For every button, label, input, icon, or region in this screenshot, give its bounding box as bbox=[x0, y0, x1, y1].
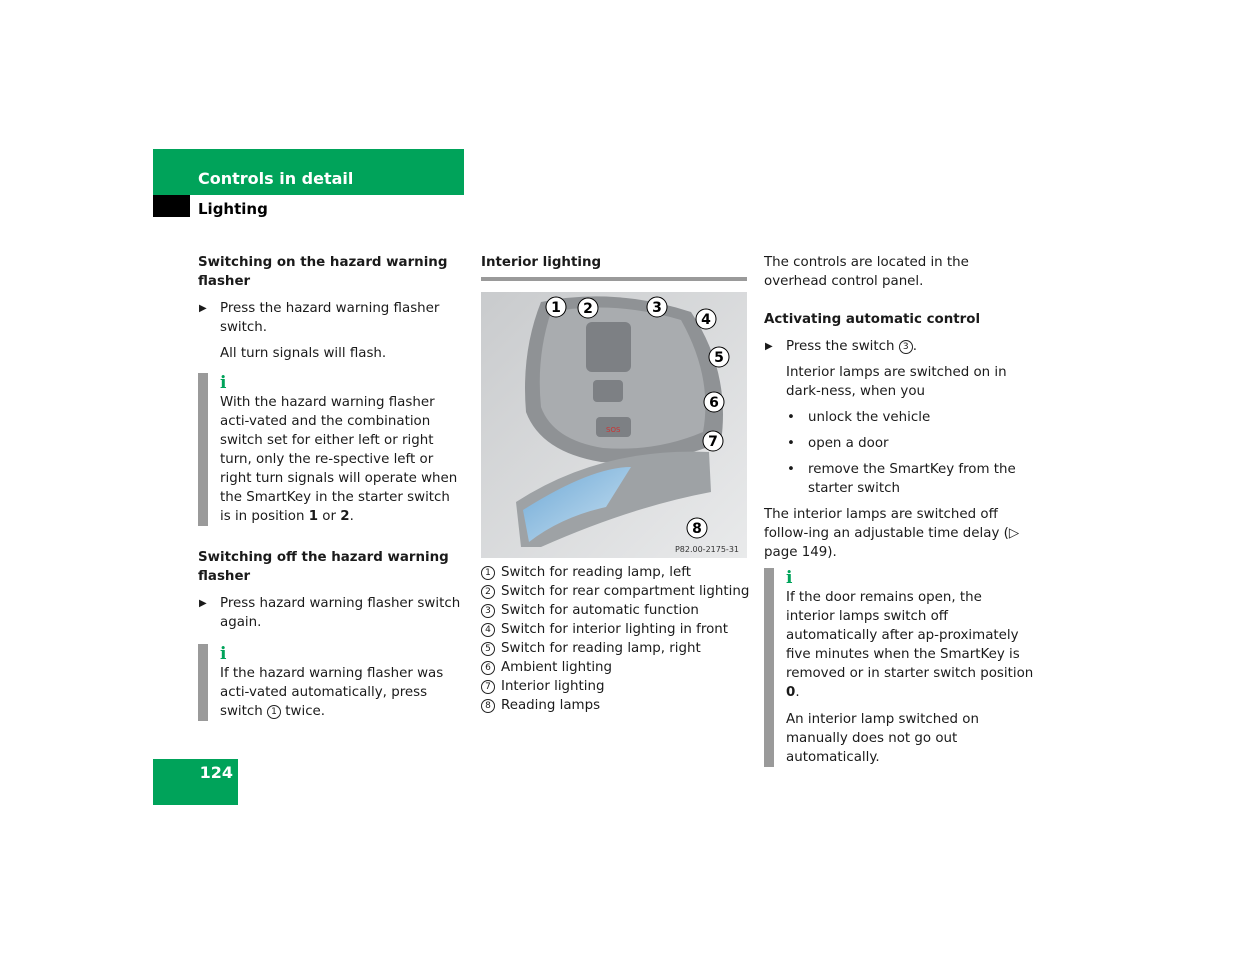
svg-text:4: 4 bbox=[701, 312, 711, 328]
legend-item: 7 Interior lighting bbox=[481, 677, 747, 696]
legend-item: 6 Ambient lighting bbox=[481, 658, 747, 677]
svg-text:SOS: SOS bbox=[606, 426, 621, 434]
legend-item: 1 Switch for reading lamp, left bbox=[481, 563, 747, 582]
info-icon: i bbox=[220, 373, 227, 393]
svg-text:5: 5 bbox=[714, 350, 724, 366]
step-result: Interior lamps are switched on in dark-ness, when you bbox=[786, 365, 1007, 399]
column-right bbox=[764, 253, 1034, 767]
svg-text:7: 7 bbox=[708, 434, 718, 450]
svg-text:6: 6 bbox=[709, 395, 719, 411]
info-text-2: An interior lamp switched on manually does not go out automatically. bbox=[786, 712, 979, 765]
heading-hazard-on: Switching on the hazard warning flasher bbox=[198, 255, 448, 289]
heading-interior-lighting: Interior lighting bbox=[481, 255, 602, 270]
info-box-automatic bbox=[764, 568, 1034, 767]
svg-text:1: 1 bbox=[551, 300, 561, 316]
legend-list bbox=[481, 563, 750, 715]
step-press-switch: ▶ Press the switch 3 . bbox=[765, 339, 918, 354]
overhead-panel-photo bbox=[481, 292, 747, 558]
svg-text:8: 8 bbox=[692, 521, 702, 537]
column-left bbox=[198, 253, 464, 721]
subsection-marker bbox=[153, 195, 190, 217]
step-arrow-icon: ▶ bbox=[765, 341, 773, 352]
info-text: With the hazard warning flasher acti-vated and the combination switch set for either left or right turn, only the re-spective left or right turn signals will operate when the SmartKey in the starter switch is in position 1 or 2. bbox=[220, 395, 458, 524]
info-icon: i bbox=[786, 568, 793, 588]
svg-text:2: 2 bbox=[583, 301, 593, 317]
info-text: If the door remains open, the interior lamps switch off automatically after ap-proximately five minutes when the SmartKey is removed or in starter switch position 0. bbox=[786, 590, 1034, 700]
bullet-item: • open a door bbox=[787, 436, 889, 451]
image-code: P82.00-2175-31 bbox=[674, 545, 739, 554]
bullet-list bbox=[764, 408, 1034, 498]
step-hazard-on: ▶ Press the hazard warning flasher switch. bbox=[199, 301, 440, 335]
column-middle bbox=[481, 253, 750, 715]
subsection-title: Lighting bbox=[198, 200, 268, 218]
delay-text: The interior lamps are switched off follow-ing an adjustable time delay (▷ page 149). bbox=[764, 507, 1020, 560]
page-ref-arrow-icon: ▷ bbox=[1008, 526, 1020, 541]
section-title: Controls in detail bbox=[198, 169, 354, 188]
step-result: All turn signals will flash. bbox=[220, 346, 387, 361]
info-box-hazard-on bbox=[198, 373, 464, 526]
svg-text:3: 3 bbox=[652, 300, 662, 316]
info-box-hazard-off bbox=[198, 644, 464, 721]
heading-rule bbox=[481, 277, 747, 281]
page-number: 124 bbox=[199, 763, 233, 782]
bullet-item: • remove the SmartKey from the starter switch bbox=[787, 462, 1016, 496]
heading-hazard-off: Switching off the hazard warning flasher bbox=[198, 550, 449, 584]
legend-item: 2 Switch for rear compartment lighting bbox=[481, 582, 747, 601]
bullet-item: • unlock the vehicle bbox=[787, 410, 931, 425]
step-arrow-icon: ▶ bbox=[199, 303, 207, 314]
info-text: If the hazard warning flasher was acti-vated automatically, press switch 1 twice. bbox=[220, 666, 444, 719]
legend-item: 4 Switch for interior lighting in front bbox=[481, 620, 747, 639]
info-icon: i bbox=[220, 644, 227, 664]
step-arrow-icon: ▶ bbox=[199, 598, 207, 609]
heading-automatic-control: Activating automatic control bbox=[764, 312, 981, 327]
intro-text: The controls are located in the overhead control panel. bbox=[764, 255, 969, 289]
legend-item: 8 Reading lamps bbox=[481, 696, 747, 715]
legend-item: 3 Switch for automatic function bbox=[481, 601, 747, 620]
legend-item: 5 Switch for reading lamp, right bbox=[481, 639, 747, 658]
step-hazard-off: ▶ Press hazard warning flasher switch again. bbox=[199, 596, 461, 630]
